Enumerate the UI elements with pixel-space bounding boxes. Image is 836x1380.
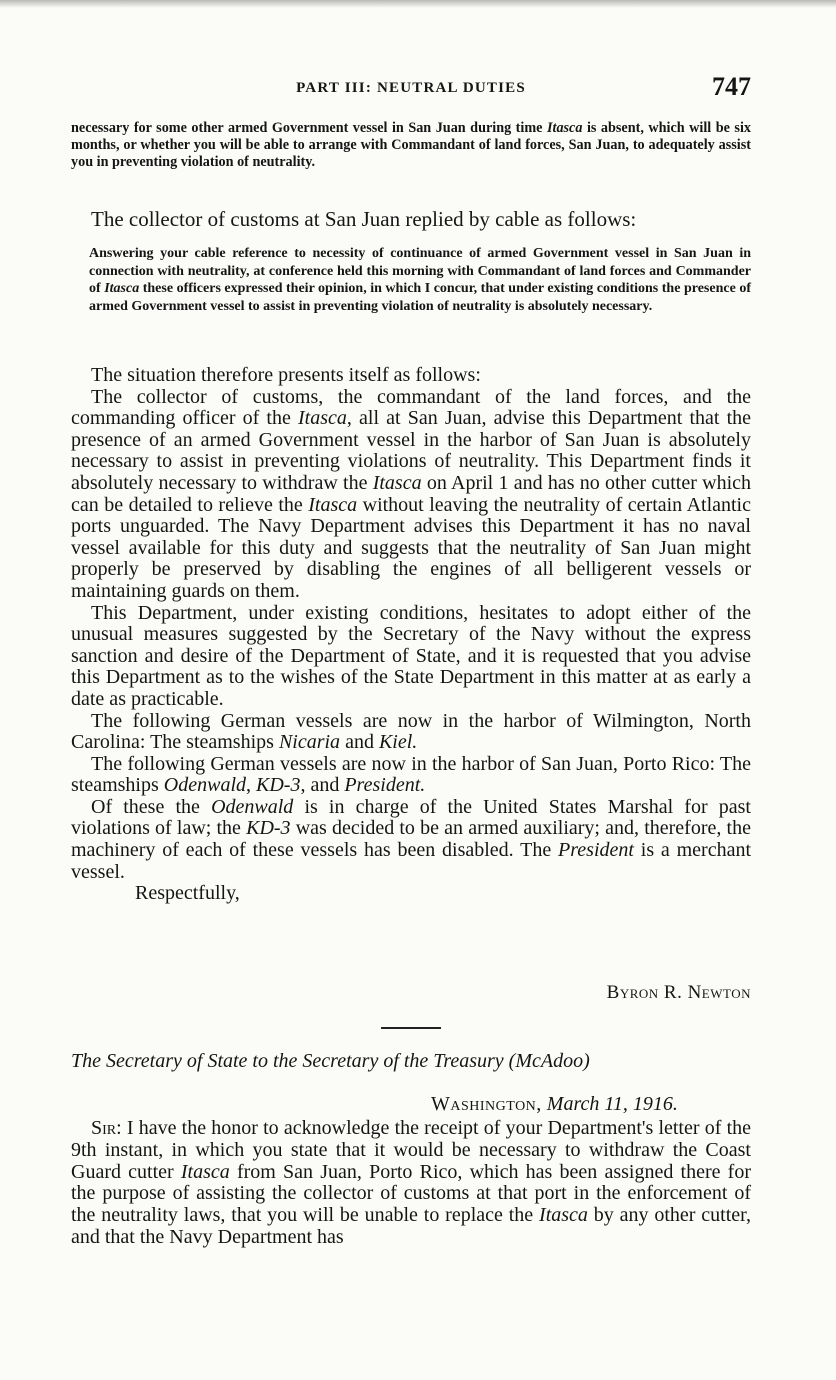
italic-text-run: Itasca [180, 1160, 230, 1183]
text-run: Of these the [91, 795, 212, 818]
text-run: these officers expressed their opinion, in which I concur, that under existing conditions the presence of armed Government vessel to assist in preventing violation of neutrality is absolutely necessary. [89, 281, 751, 314]
letter-body-main [71, 365, 751, 905]
dateline-place: Washington, [431, 1093, 542, 1115]
text-run: The collector of customs, the commandant of the land forces, and the commanding officer of the [71, 385, 751, 430]
body-paragraph: The situation therefore presents itself as follows: [91, 364, 481, 386]
dateline [431, 1093, 751, 1116]
page-header [71, 74, 751, 104]
body-paragraph [71, 797, 751, 883]
complimentary-close: Respectfully, [135, 882, 240, 905]
text-run: on April 1 and has no other cutter which can be detailed to relieve the [71, 471, 751, 516]
paragraph-text [71, 1117, 751, 1248]
italic-text-run: Itasca [104, 281, 140, 297]
italic-text-run: KD-3 [246, 817, 291, 840]
body-paragraph [71, 711, 751, 754]
scan-edge-shading [0, 0, 836, 8]
italic-text-run: Kiel. [378, 731, 418, 754]
text-run: is in charge of the United States Marshal for past violations of law; the [71, 795, 751, 840]
text-run: necessary for some other armed Government vessel in San Juan during time [71, 120, 547, 136]
running-title: PART III: NEUTRAL DUTIES [296, 80, 526, 96]
body-paragraph [71, 387, 751, 603]
salutation: Sir: [91, 1117, 122, 1139]
italic-text-run: President. [344, 774, 426, 797]
quoted-cable-reply [89, 245, 751, 315]
text-run: and [340, 731, 379, 754]
quote-paragraph [71, 120, 751, 172]
text-run: without leaving the neutrality of certain Atlantic ports unguarded. The Navy Department advises this Department it has no naval vessel available for this duty and suggests that the neutrality of San Juan might properly be preserved by disabling the engines of all belligerent vessels or maintaining guards on them. [71, 493, 751, 602]
body-paragraph: This Department, under existing conditions, hesitates to adopt either of the unusual measures suggested by the Secretary of the Navy without the express sanction and desire of the Department of State, and it is requested that you advise this Department as to the wishes of the State Department in this matter at as early a date as practicable. [71, 601, 751, 710]
body-paragraph [71, 754, 751, 797]
text-run: , [246, 774, 256, 797]
signature-name: Byron R. Newton [606, 982, 751, 1003]
text-run: Answering your cable reference to necessity of continuance of armed Government vessel in San Juan in connection with neutrality, at conference held this morning with Commandant of land forces and Commander of [89, 246, 751, 297]
page-number: 747 [712, 72, 751, 101]
italic-text-run: KD-3 [256, 774, 301, 797]
text-run: is absent, which will be six months, or whether you will be able to arrange with Commandant of land forces, San Juan, to adequately assist you in preventing violation of neutrality. [71, 120, 751, 171]
text-run: The following German vessels are now in the harbor of Wilmington, North Carolina: The steamships [71, 709, 751, 754]
reply-introduction: The collector of customs at San Juan replied by cable as follows: [91, 207, 637, 231]
document-heading: The Secretary of State to the Secretary of the Treasury (McAdoo) [71, 1050, 590, 1072]
text-run: I have the honor to acknowledge the receipt of your Department's letter of the 9th instant, in which you state that it would be necessary to withdraw the Coast Guard cutter [71, 1117, 751, 1183]
text-run: , and [300, 774, 345, 797]
italic-text-run: Itasca [539, 1204, 588, 1227]
italic-text-run: Itasca [308, 493, 358, 516]
section-divider [381, 1027, 441, 1029]
italic-text-run: Itasca [546, 120, 583, 136]
italic-text-run: Itasca [372, 471, 422, 494]
italic-text-run: Itasca [298, 407, 347, 430]
text-run: from San Juan, Porto Rico, which has been assigned there for the purpose of assisting the collector of customs at that port in the enforcement of the neutrality laws, that you will be unable to replace the [71, 1160, 751, 1227]
text-run: is a merchant vessel. [71, 839, 752, 883]
body-paragraph [71, 1118, 751, 1249]
italic-text-run: Odenwald [163, 774, 246, 797]
quote-paragraph [89, 245, 751, 315]
quoted-cable-continuation [71, 120, 751, 172]
text-run: was decided to be an armed auxiliary; and, therefore, the machinery of each of these vessels has been disabled. The [71, 817, 751, 862]
reply-letter-body [71, 1118, 751, 1249]
italic-text-run: Odenwald [211, 795, 294, 818]
text-run: by any other cutter, and that the Navy Department has [71, 1204, 751, 1248]
text-run: The following German vessels are now in the harbor of San Juan, Porto Rico: The steamships [71, 752, 751, 797]
text-run: , all at San Juan, advise this Department that the presence of an armed Government vessel in the harbor of San Juan is absolutely necessary to assist in preventing violations of neutrality. This Department finds it absolutely necessary to withdraw the [71, 407, 752, 494]
italic-text-run: Nicaria [278, 731, 341, 754]
dateline-date: March 11, 1916. [546, 1093, 678, 1115]
italic-text-run: President [558, 839, 634, 862]
